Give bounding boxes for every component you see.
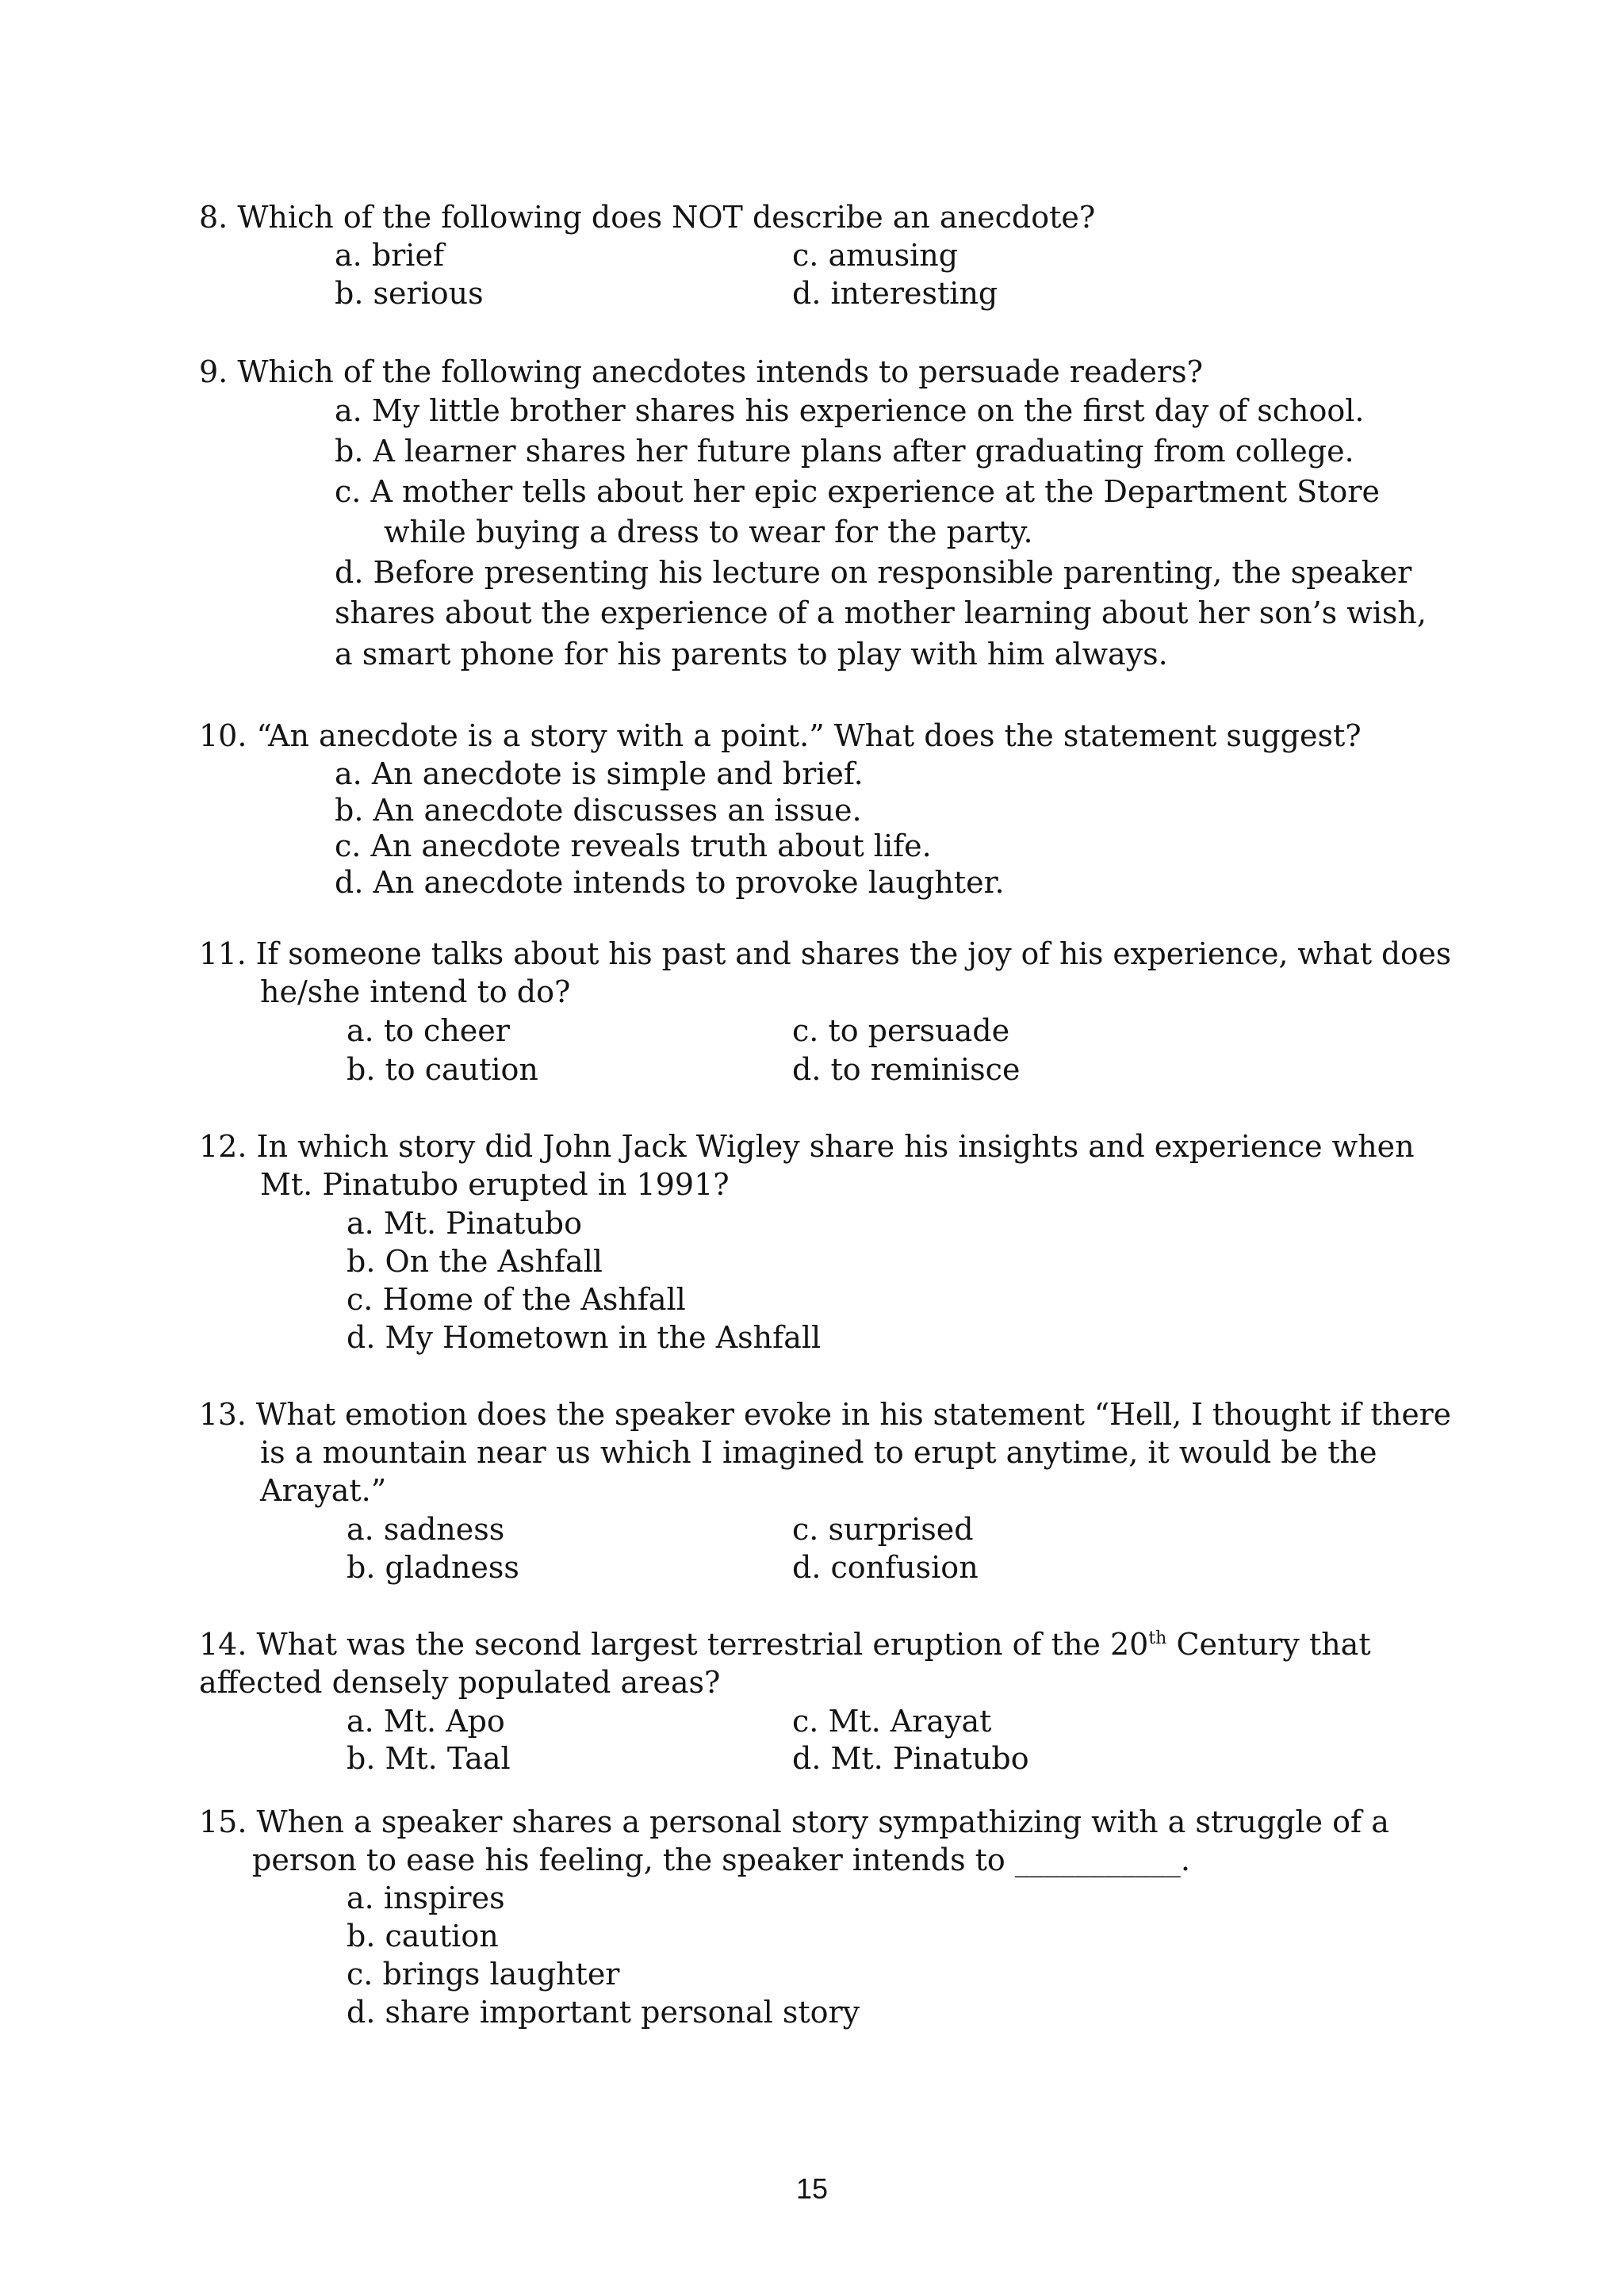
question-11-option-d: d. to reminisce <box>792 1052 1021 1087</box>
question-13-option-b: b. gladness <box>347 1550 519 1585</box>
question-15-option-a: a. inspires <box>347 1881 505 1915</box>
question-9-option-d-line3: a smart phone for his parents to play with him always. <box>335 637 1168 672</box>
question-9-option-c-line2: while buying a dress to wear for the party. <box>384 515 1033 549</box>
question-10-stem: 10. “An anecdote is a story with a point.” What does the statement suggest? <box>199 718 1362 753</box>
question-8-stem: 8. Which of the following does NOT describe an anecdote? <box>199 200 1096 235</box>
question-15-option-b: b. caution <box>347 1919 499 1954</box>
question-13-option-c: c. surprised <box>792 1512 974 1547</box>
question-12-option-b: b. On the Ashfall <box>347 1244 603 1279</box>
question-12-option-c: c. Home of the Ashfall <box>347 1282 686 1317</box>
question-13-stem-line3: Arayat.” <box>260 1473 387 1508</box>
question-12-stem-line1 <box>199 1129 1438 1164</box>
question-9-stem: 9. Which of the following anecdotes intends to persuade readers? <box>199 354 1203 389</box>
question-9-option-d-line1: d. Before presenting his lecture on responsible parenting, the speaker <box>335 555 1412 590</box>
question-14-stem-line1 <box>199 1627 1371 1662</box>
question-10-option-d: d. An anecdote intends to provoke laughter. <box>335 865 1005 900</box>
question-11-option-c: c. to persuade <box>792 1013 1010 1048</box>
question-14-stem-line2: affected densely populated areas? <box>199 1665 721 1700</box>
question-15-stem-line2: person to ease his feeling, the speaker intends to ___________. <box>252 1843 1190 1877</box>
question-8-option-c: c. amusing <box>792 238 959 273</box>
question-9-option-b: b. A learner shares her future plans after graduating from college. <box>335 434 1354 469</box>
question-14-option-c: c. Mt. Arayat <box>792 1704 992 1739</box>
question-8-option-b: b. serious <box>335 276 484 311</box>
question-12-option-a: a. Mt. Pinatubo <box>347 1206 582 1241</box>
question-11-stem-line2: he/she intend to do? <box>260 974 571 1009</box>
page-number: 15 <box>795 2172 829 2205</box>
question-10-option-b: b. An anecdote discusses an issue. <box>335 793 862 828</box>
question-15-option-c: c. brings laughter <box>347 1957 620 1992</box>
question-10-option-c: c. An anecdote reveals truth about life. <box>335 828 932 863</box>
question-11-stem-line1: 11. If someone talks about his past and shares the joy of his experience, what does <box>199 936 1452 971</box>
question-14-option-b: b. Mt. Taal <box>347 1741 511 1776</box>
question-11-option-b: b. to caution <box>347 1052 538 1087</box>
question-13-stem-line1: 13. What emotion does the speaker evoke in his statement “Hell, I thought if there <box>199 1397 1451 1432</box>
question-15-stem-line1: 15. When a speaker shares a personal story sympathizing with a struggle of a <box>199 1804 1389 1839</box>
question-14-ordinal-suffix: th <box>1148 1628 1167 1648</box>
question-8-option-a: a. brief <box>335 238 445 273</box>
question-13-option-a: a. sadness <box>347 1512 505 1547</box>
question-11-option-a: a. to cheer <box>347 1013 510 1048</box>
question-12-option-d: d. My Hometown in the Ashfall <box>347 1320 822 1355</box>
question-9-option-d-line2: shares about the experience of a mother learning about her son’s wish, <box>335 595 1427 630</box>
question-9-option-a: a. My little brother shares his experience on the first day of school. <box>335 393 1365 428</box>
question-10-option-a: a. An anecdote is simple and brief. <box>335 756 864 791</box>
question-12-stem-line2: Mt. Pinatubo erupted in 1991? <box>260 1167 730 1202</box>
question-15-option-d: d. share important personal story <box>347 1995 860 2030</box>
question-14-stem-line1-pre: 14. What was the second largest terrestrial eruption of the 20 <box>199 1627 1149 1662</box>
question-12-stem-line1-text: 12. In which story did John Jack Wigley share his insights and experience when <box>199 1129 1415 1164</box>
question-14-stem-line1-post: Century that <box>1166 1627 1371 1662</box>
question-9-option-c-line1: c. A mother tells about her epic experience at the Department Store <box>335 474 1380 509</box>
question-14-option-d: d. Mt. Pinatubo <box>792 1741 1029 1776</box>
question-14-option-a: a. Mt. Apo <box>347 1704 505 1739</box>
question-13-option-d: d. confusion <box>792 1550 979 1585</box>
question-13-stem-line2: is a mountain near us which I imagined to erupt anytime, it would be the <box>260 1435 1377 1470</box>
question-8-option-d: d. interesting <box>792 276 998 311</box>
